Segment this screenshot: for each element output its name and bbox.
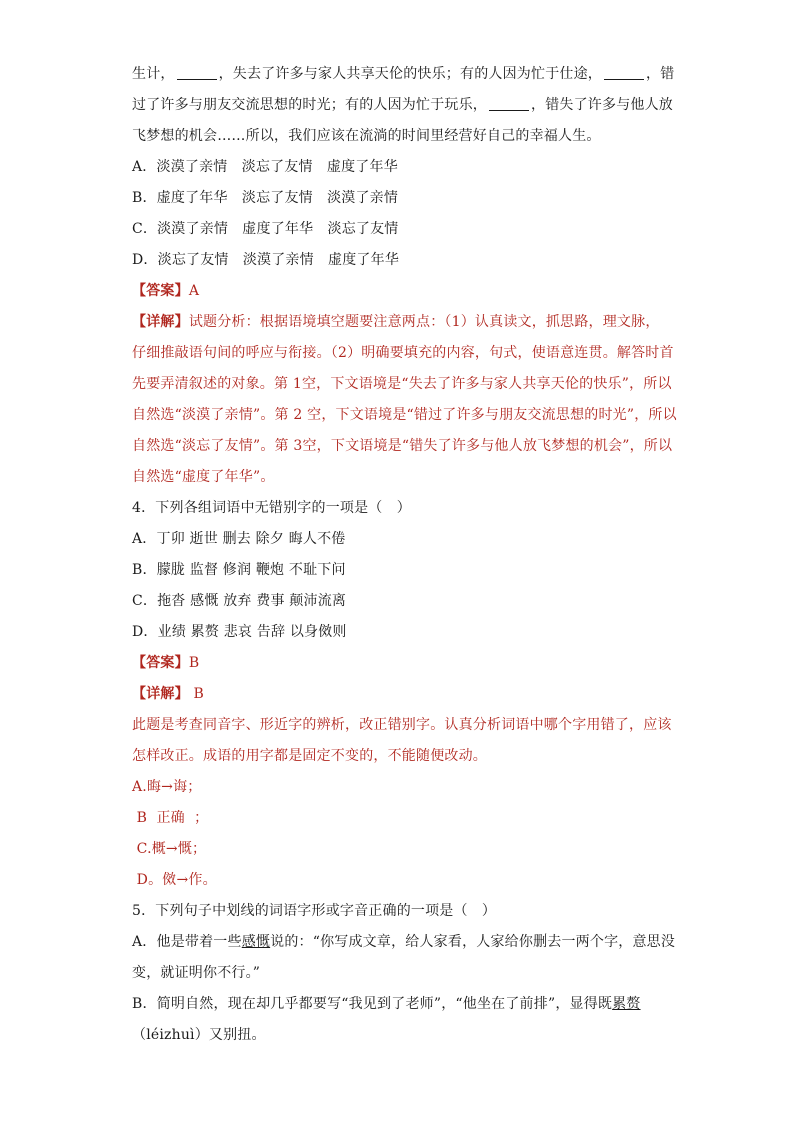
q3-detail-line-4: 自然选“淡漠了亲情”。第 2 空，下文语境是“错过了许多与朋友交流思想的时光”，所以: [132, 407, 677, 423]
q3-option-c: C．淡漠了亲情 虚度了年华 淡忘了友情: [132, 221, 399, 237]
underlined-word: 感慨: [241, 934, 271, 950]
q4-answer: [132, 648, 662, 679]
q5-option-b-line-1: [132, 989, 662, 1020]
q4-correction-d: D。傚→作。: [132, 872, 217, 888]
q3-text-line-3: 飞梦想的机会……所以，我们应该在流淌的时间里经营好自己的幸福人生。: [132, 128, 601, 144]
q5-text: 说的：“你写成文章，给人家看，人家给你删去一两个字，意思没: [270, 934, 676, 950]
blank-3: [489, 96, 529, 111]
q4-option-a: A．丁卯 逝世 删去 除夕 晦人不倦: [132, 531, 346, 547]
q3-text: 过了许多与朋友交流思想的时光；有的人因为忙于玩乐，: [132, 97, 487, 113]
underlined-word: 累赘: [612, 996, 641, 1012]
q4-detail-line-2: 怎样改正。成语的用字都是固定不变的，不能随便改动。: [132, 748, 487, 764]
q3-text: 生计，: [132, 66, 175, 82]
q4-stem: 4．下列各组词语中无错别字的一项是（ ）: [132, 500, 411, 516]
q3-text-line-1: [132, 59, 675, 90]
blank-1: [177, 65, 217, 80]
q3-detail-line-2: 仔细推敲语句间的呼应与衔接。（2）明确要填充的内容，句式，使语意连贯。解答时首: [132, 345, 674, 361]
blank-2: [604, 65, 644, 80]
q3-text-line-2: [132, 90, 673, 121]
q5-option-a-line-1: [132, 927, 676, 958]
q4-detail-line-1: 此题是考查同音字、形近字的辨析，改正错别字。认真分析词语中哪个字用错了，应该: [132, 717, 672, 733]
q3-option-a: A．淡漠了亲情 淡忘了友情 虚度了年华: [132, 159, 398, 175]
q5-text: B．简明自然，现在却几乎都要写“我见到了老师”，“他坐在了前排”，显得既: [132, 996, 613, 1012]
q3-option-d: D．淡忘了友情 淡漠了亲情 虚度了年华: [132, 252, 400, 268]
q4-detail-header: [132, 679, 662, 710]
q4-correction-a: A.晦→诲；: [132, 779, 202, 795]
q4-correction-b: B 正确 ；: [132, 810, 209, 826]
detail-text: 试题分析：根据语境填空题要注意两点：（1）认真读文，抓思路，理文脉，: [188, 314, 660, 330]
q3-detail-line-1: [132, 307, 662, 338]
q5-stem: 5．下列句子中划线的词语字形或字音正确的一项是（ ）: [132, 903, 497, 919]
q3-detail-line-3: 先要弄清叙述的对象。第 1空，下文语境是“失去了许多与家人共享天伦的快乐”，所以: [132, 376, 672, 392]
answer-value: A: [188, 283, 200, 299]
q3-detail-line-6: 自然选“虚度了年华”。: [132, 469, 275, 485]
q4-option-d: D．业绩 累赘 悲哀 告辞 以身傚则: [132, 624, 347, 640]
answer-tag: 【答案】: [132, 655, 189, 671]
detail-text: B: [188, 686, 204, 702]
q5-option-a-line-2: 变，就证明你不行。”: [132, 965, 261, 981]
detail-tag: 【详解】: [132, 314, 189, 330]
q5-text: A．他是带着一些: [132, 934, 242, 950]
q4-correction-c: C.概→慨；: [132, 841, 207, 857]
q4-option-b: B．朦胧 监督 修润 鞭炮 不耻下问: [132, 562, 346, 578]
document-page: [132, 59, 677, 1051]
q3-answer: [132, 276, 662, 307]
q3-text: ，错失了许多与他人放: [531, 97, 673, 113]
q3-detail-line-5: 自然选“淡忘了友情”。第 3空，下文语境是“错失了许多与他人放飞梦想的机会”，所以: [132, 438, 673, 454]
q5-option-b-line-2: （léizhuì）又别扭。: [132, 1027, 266, 1043]
detail-tag: 【详解】: [132, 686, 189, 702]
q3-option-b: B．虚度了年华 淡忘了友情 淡漠了亲情: [132, 190, 399, 206]
answer-value: B: [188, 655, 200, 671]
answer-tag: 【答案】: [132, 283, 189, 299]
q3-text: ，失去了许多与家人共享天伦的快乐；有的人因为忙于仕途，: [218, 66, 603, 82]
q3-text: ，错: [646, 66, 675, 82]
q4-option-c: C．拖沓 感慨 放弃 费事 颠沛流离: [132, 593, 347, 609]
